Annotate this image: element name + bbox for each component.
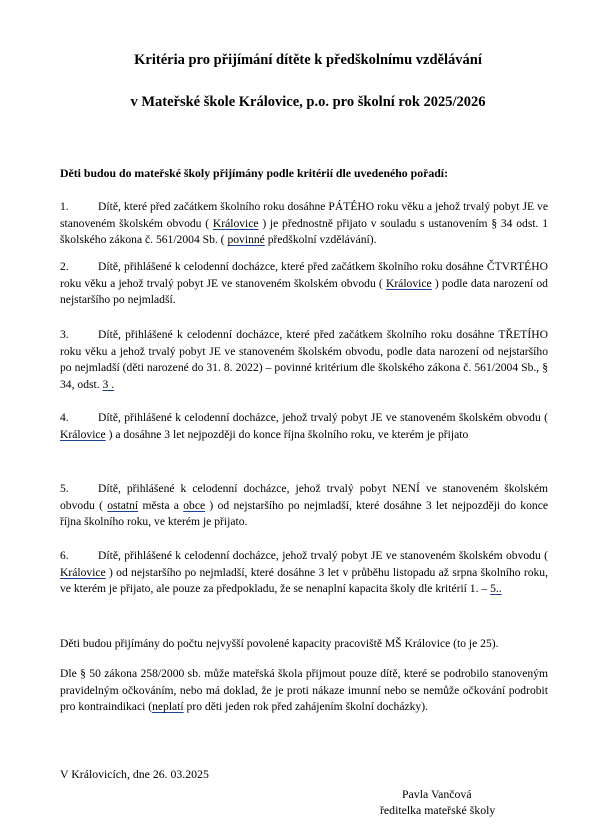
criterion-item-1 — [60, 199, 548, 249]
underlined-term: Královice — [385, 276, 432, 290]
document-title-line1: Kritéria pro přijímání dítěte k předškolnímu vzdělávání — [134, 52, 482, 68]
criterion-number: 2. — [60, 260, 69, 273]
text-run: pro děti jeden rok před zahájením školní docházky). — [183, 700, 428, 713]
text-run: Dítě, přihlášené k celodenní docházce, které před začátkem školního roku dosáhne ČTVRTÉHO roku věku a jehož trvalý pobyt JE ve stanoveném školském obvodu ( — [60, 260, 548, 290]
underlined-term: Královice — [212, 216, 259, 230]
text-run: Dítě, které před začátkem školního roku dosáhne PÁTÉHO roku věku a jehož trvalý pobyt JE ve stanoveném školském obvodu ( — [60, 200, 548, 230]
date-line: V Královicích, dne 26. 03.2025 — [60, 767, 209, 781]
criterion-item-3 — [60, 327, 548, 393]
criteria-intro: Děti budou do mateřské školy přijímány podle kritérií dle uvedeného pořadí: — [60, 166, 449, 180]
underlined-term: Královice — [60, 565, 106, 579]
text-run: Dítě, přihlášené k celodenní docházce, jehož trvalý pobyt JE ve stanoveném školském obvodu ( — [98, 411, 548, 424]
underlined-term: ostatní — [107, 498, 139, 512]
text-run: Dítě, přihlášené k celodenní docházce, jehož trvalý pobyt NENÍ ve stanoveném školském obvodu ( — [60, 482, 548, 512]
text-run: Dítě, přihlášené k celodenní docházce, které před začátkem školního roku dosáhne TŘETÍHO roku věku a jehož trvalý pobyt JE ve stanoveném školském obvodu, podle data narození od nejstaršího po nejmladší (děti narozené do 31. 8. 2022) – povinné kritérium dle školského zákona č. 561/2004 Sb., § 34, odst. — [60, 328, 548, 391]
text-run: ) od nejstaršího po nejmladší, které dosáhne 3 let v průběhu listopadu až srpna školního roku, ve kterém je přijato, ale pouze za předpokladu, že se nenaplní kapacita školy dle kritérií 1. – — [60, 565, 548, 595]
underlined-term: obce — [183, 498, 206, 512]
criterion-number: 6. — [60, 549, 69, 562]
criterion-item-4 — [60, 410, 548, 443]
document-title-line2: v Mateřské škole Královice, p.o. pro školní rok 2025/2026 — [130, 94, 486, 110]
underlined-term: 3 . — [102, 377, 115, 391]
text-run: ) a dosáhne 3 let nejpozději do konce října školního roku, ve kterém je přijato — [105, 427, 469, 441]
signature-role: ředitelka mateřské školy — [380, 803, 496, 817]
vaccination-note — [60, 666, 548, 716]
text-run: Dítě, přihlášené k celodenní docházce, jehož trvalý pobyt JE ve stanoveném školském obvodu ( — [98, 549, 548, 562]
text-run: ) od nejstaršího po nejmladší, které dosáhne 3 let nejpozději do konce října školního roku, ve kterém je přijato. — [60, 498, 548, 528]
text-run: ) podle data narození od nejstaršího po nejmladší. — [60, 276, 548, 306]
criterion-number: 1. — [60, 200, 69, 213]
text-run: Dle § 50 zákona 258/2000 sb. může mateřská škola přijmout pouze dítě, které se podrobilo stanoveným pravidelným očkováním, nebo má doklad, že je proti nákaze imunní nebo se nemůže očkování podrobit pro kontraindikaci ( — [60, 667, 548, 713]
text-run: ) je přednostně přijato v souladu s ustanovením § 34 odst. 1 školského zákona č. 561/2004 Sb. ( — [60, 216, 548, 246]
criterion-number: 4. — [60, 411, 69, 424]
signature-block — [380, 786, 495, 818]
capacity-note: Děti budou přijímány do počtu nejvyšší povolené kapacity pracoviště MŠ Královice (to je 25). — [60, 637, 499, 650]
text-run: města a — [138, 498, 184, 512]
text-run: předškolní vzdělávání). — [264, 233, 377, 246]
criterion-item-6 — [60, 548, 548, 598]
criterion-item-5 — [60, 481, 548, 531]
criterion-number: 3. — [60, 328, 69, 341]
underlined-term: neplatí — [152, 700, 184, 713]
criterion-number: 5. — [60, 482, 69, 495]
underlined-term: povinné — [227, 233, 265, 246]
criterion-item-2 — [60, 259, 548, 309]
underlined-term: 5.. — [490, 582, 502, 595]
signature-name: Pavla Vančová — [402, 787, 472, 801]
underlined-term: Královice — [60, 427, 106, 441]
